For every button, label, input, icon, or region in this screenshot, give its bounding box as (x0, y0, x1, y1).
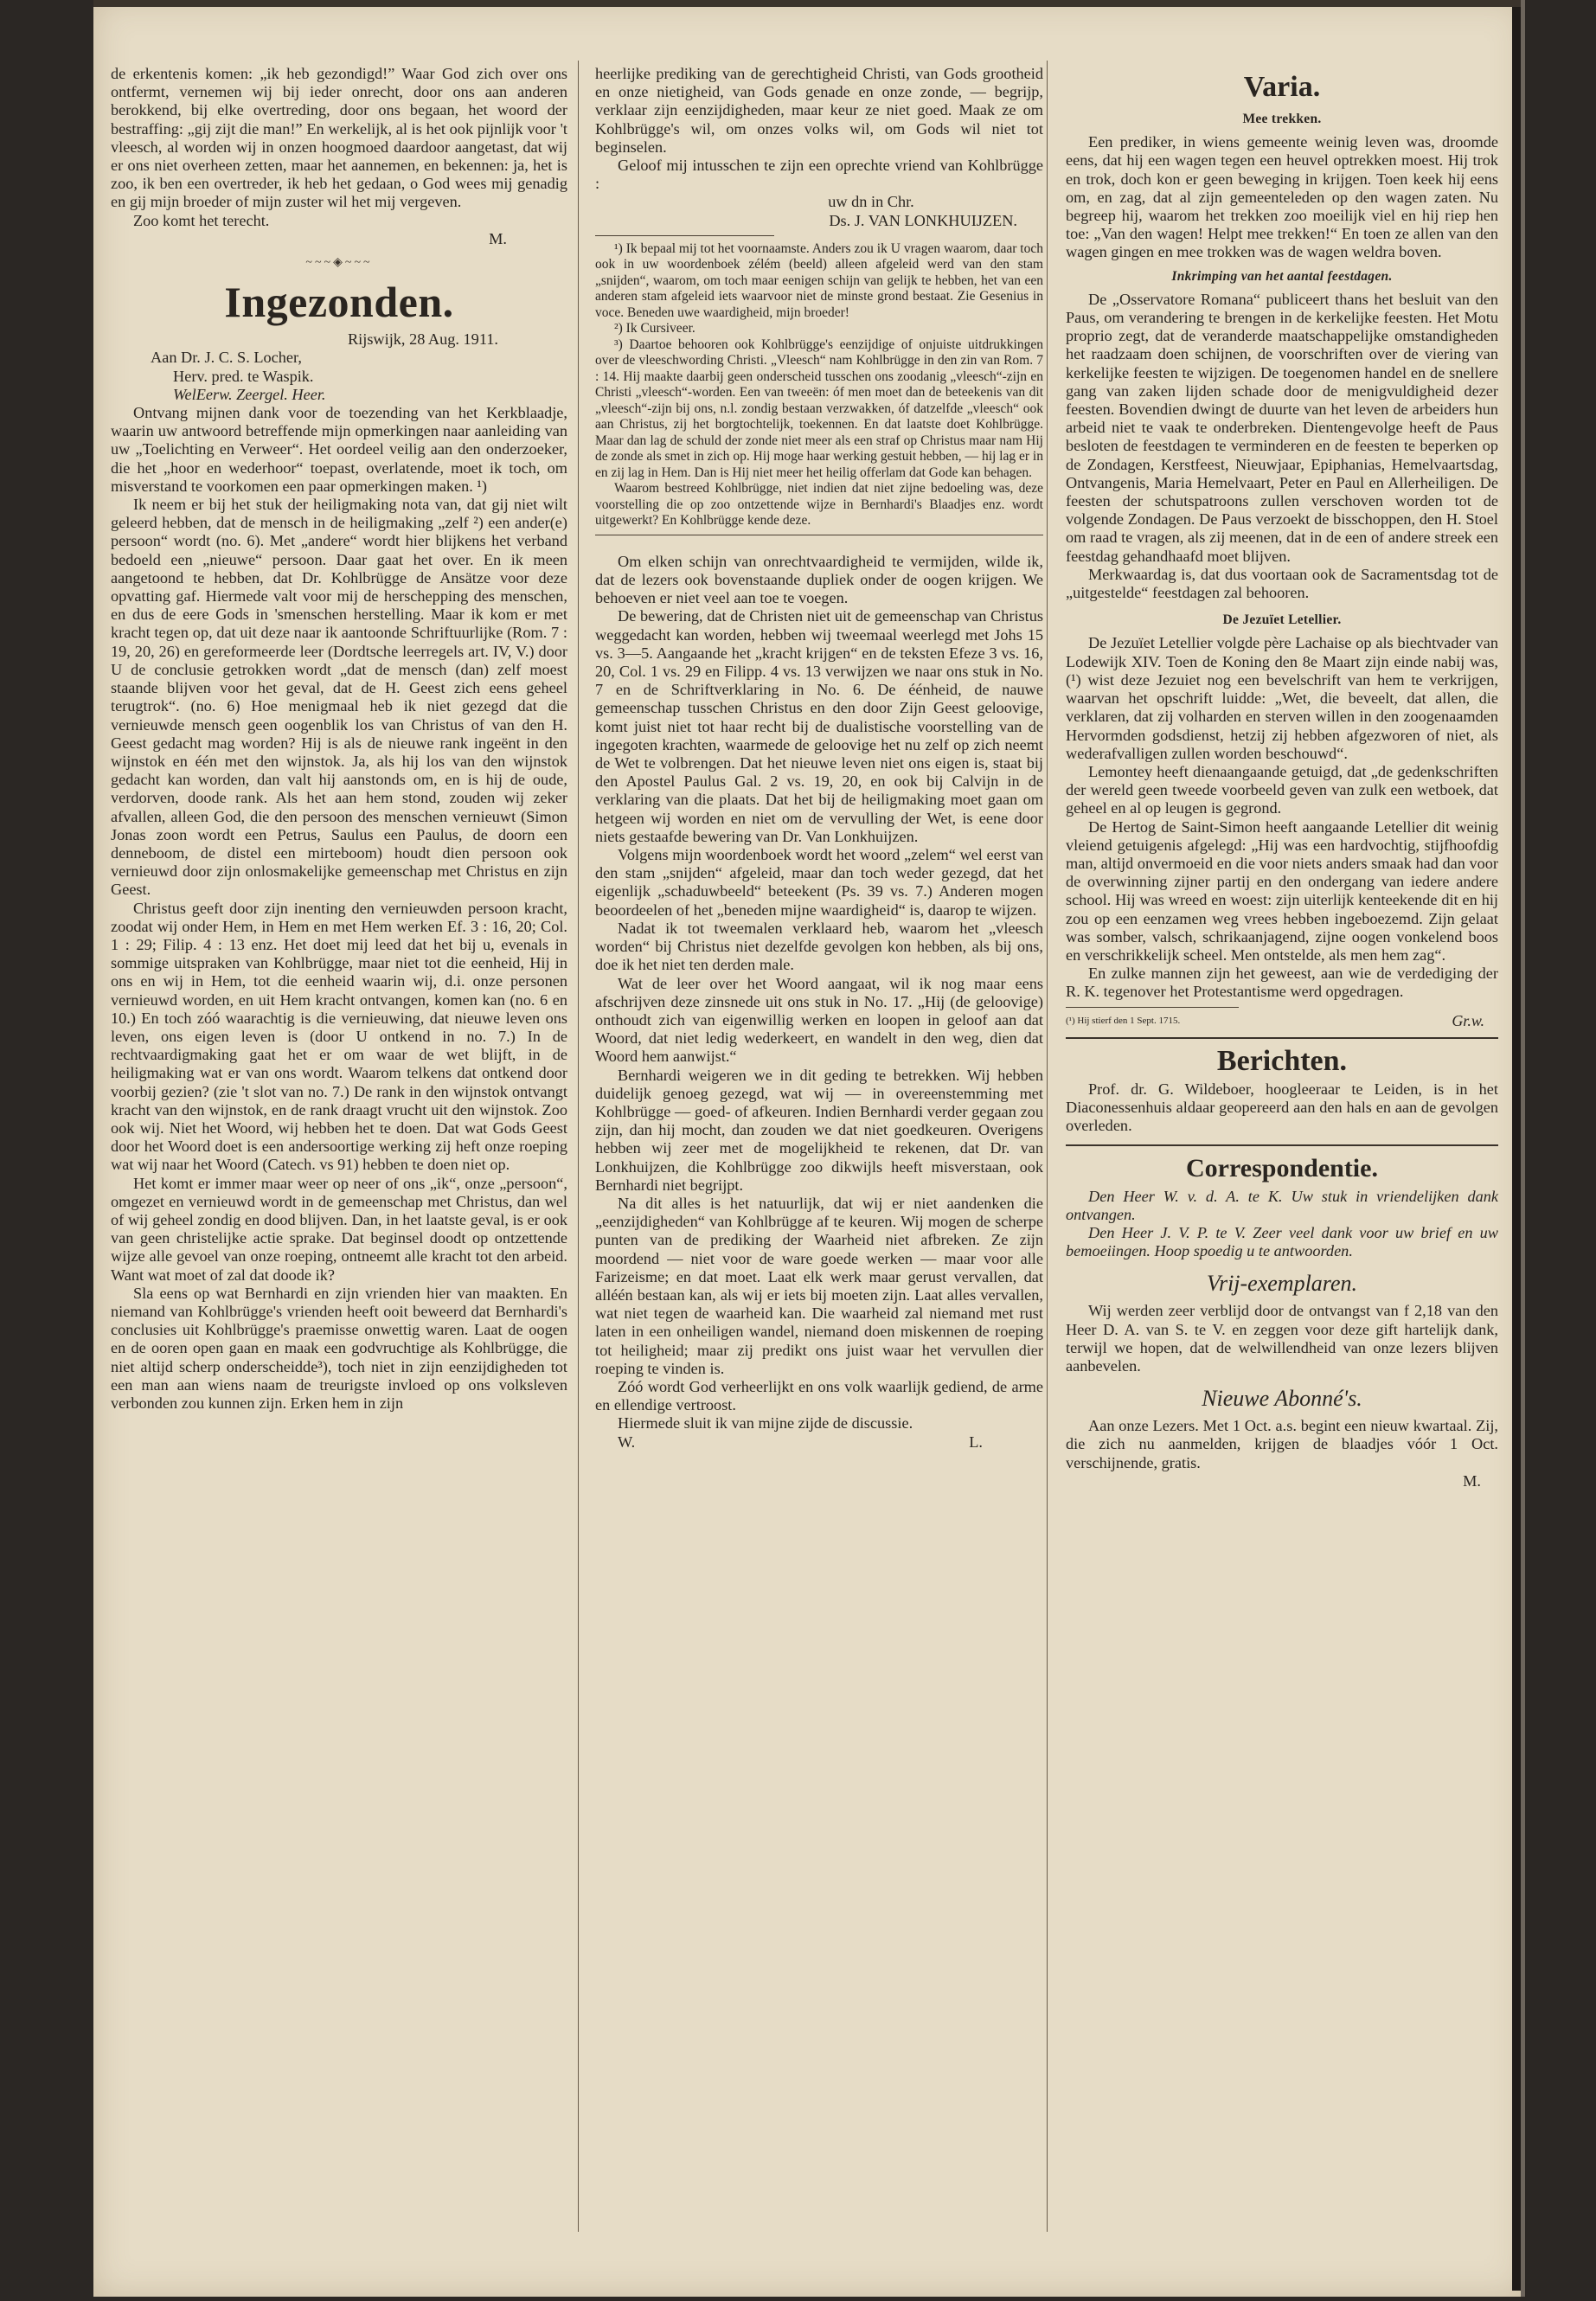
column-2 (595, 65, 1043, 1452)
column-rule-2 (1047, 61, 1048, 2232)
ornament-divider: ~~~◈~~~ (305, 256, 373, 270)
footnote (1066, 1013, 1498, 1029)
paragraph: Zóó wordt God verheerlijkt en ons volk waarlijk gediend, de arme en ellendige vertroost. (595, 1377, 1043, 1414)
signature: W. (618, 1433, 636, 1451)
section-heading-ingezonden: Ingezonden. (224, 278, 454, 327)
divider (1066, 1144, 1498, 1146)
paragraph: Zoo komt het terecht. (133, 211, 270, 229)
paragraph: Bernhardi weigeren we in dit geding te betrekken. Wij hebben duidelijk genoeg gezegd, wat wij — in overeenstemming met Kohlbrügge — goed- of afkeuren. Indien Bernhardi verder gegaan zou zijn, dan hij mocht, dan zouden we dat niet goedkeuren. Overigens hebben wij zeer met de mogelijkheid te rekenen, dat Dr. van Lonkhuijzen, die Kohlbrügge zoo dikwijls heeft misverstaan, ook Bernhardi niet begrijpt. (595, 1066, 1043, 1194)
column-1 (111, 65, 567, 1413)
section-heading-correspondentie: Correspondentie. (1186, 1153, 1378, 1183)
paragraph: Christus geeft door zijn inenting den vernieuwden persoon kracht, zoodat wij onder Hem, in Hem en met Hem werken Ef. 3 : 16, 20; Col. 1 : 29; Filip. 4 : 13 enz. Het doet mij leed dat het bij u, evenals in sommige uitspraken van Kohlbrügge, maar niet tot die eenheid, Hij in ons en wij in Hem, tot die eenheid waarin wij, d.i. onze personen vernieuwd worden, en uit Hem kracht ontvangen, komen kan (no. 6 en 10.) En toch zóó waarachtig is die vernieuwing, dat nieuwe leven ons leven, ons eigen leven is (door U ontkend in no. 7.) In de rechtvaardigmaking gaat het er om waar de wet blijft, in de heiligmaking wat er van ons wordt. Waarom telkens dat ontkend door voorbij gezien? (zie 't slot van no. 7.) De rank in den wijnstok ontvangt kracht van den wijnstok, en de rank draagt vrucht uit den wijnstok. Zoo ook wij. Niet het Woord, wij hebben het te doen. Dat wat Gods Geest door het Woord doet is een andersoortige werking zij heft onze roeping wat wij naar het Woord (Catech. vs 91) hebben te doen niet op. (111, 899, 567, 1174)
paragraph: De „Osservatore Romana“ publiceert thans het besluit van den Paus, om verandering te brengen in de kerkelijke feesten. Het Motu proprio zegt, dat de veranderde maatschappelijke omstandigheden het raadzaam doen schijnen, de voorschriften over de viering van kerkelijke feesten te wijzigen. De toegenomen handel en de snellere gang van zaken lijden schade door de menigvuldigheid dezer feesten. Bovendien dwingt de duurte van het leven de arbeiders hun arbeid niet te vaak te onderbreken. Dientengevolge heeft de Paus besloten de feestdagen te verminderen en de feesten te beperken op de Zondagen, Kerstfeest, Nieuwjaar, Epiphanias, Hemelvaartsdag, Ontvangenis, Maria Hemelvaart, Peter en Paul en Allerheiligen. De feesten der schutspatroons zullen verschoven worden tot de volgende Zondagen. De Paus verzoekt de bisschoppen, den H. Stoel om raad te vragen, als zij meenen, dat in de een of andere streek een feestdag gehandhaafd moet blijven. (1066, 290, 1498, 565)
paragraph: Merkwaardag is, dat dus voortaan ook de Sacramentsdag tot de „uitgestelde“ feestdagen zal behooren. (1066, 565, 1498, 602)
paragraph: de erkentenis komen: „ik heb gezondigd!” Waar God zich over ons ontfermt, vernemen wij bij ieder onrecht, door ons aan anderen berokkend, bij elke overtreding, door ons begaan, het woord der bestraffing: „gij zijt die man!” En werkelijk, al is het ook pijnlijk voor 't vleesch, al worden wij in onzen hoogmoed daardoor aangetast, dat wij er ons niet overheen zetten, maar het aannemen, en bekennen: ja, het is zoo, ik ben een overtreder, ik heb het gedaan, o God wees mij genadig en gij mijn broeder of mijn zuster wil het mij vergeven. (111, 65, 567, 211)
right-binding-rule (1512, 7, 1521, 2291)
column-rule-1 (578, 61, 579, 2232)
correspondence-item: Den Heer W. v. d. A. te K. Uw stuk in vriendelijken dank ontvangen. (1066, 1187, 1498, 1223)
paragraph: Ontvang mijnen dank voor de toezending van het Kerkblaadje, waarin uw antwoord betreffende mijn opmerkingen naar aanleiding van uw „Toelichting en Verweer“. Het oordeel veilig aan den onderzoeker, die het „hoor en wederhoor“ toepast, overlatende, moet ik toch, om misverstand te voorkomen een paar opmerkingen maken. ¹) (111, 404, 567, 495)
paragraph: En zulke mannen zijn het geweest, aan wie de verdediging der R. K. tegenover het Protestantisme werd opgedragen. (1066, 965, 1498, 1001)
signature-line (595, 1433, 1043, 1452)
paragraph: Geloof mij intusschen te zijn een oprechte vriend van Kohlbrügge : (595, 157, 1043, 193)
paragraph: Hiermede sluit ik van mijne zijde de discussie. (618, 1414, 913, 1433)
sub-heading: Inkrimping van het aantal feestdagen. (1171, 268, 1393, 284)
right-page-edge (1521, 0, 1525, 2297)
section-heading-nieuwe-abonnes: Nieuwe Abonné's. (1202, 1386, 1362, 1412)
paragraph: De Jezuïet Letellier volgde père Lachaise op als biechtvader van Lodewijk XIV. Toen de Koning den 8e Maart zijn einde nabij was,(¹) wist deze Jezuiet nog een bevelschrift van hem te verkrijgen, waarvan het opschrift luidde: „Wet, die beveelt, dat allen, die verklaren, dat zij volharden en sterven willen in den zoogenaamden Hervormden godsdienst, hetzij zij hebben afgezworen of niet, als wederafvalligen zullen worden beschouwd“. (1066, 634, 1498, 762)
paragraph: Nadat ik tot tweemalen verklaard heb, waarom het „vleesch worden“ bij Christus niet dezelfde gevolgen kon hebben, als bij ons, doe ik het niet ten derden male. (595, 919, 1043, 974)
paragraph: Wij werden zeer verblijd door de ontvangst van f 2,18 van den Heer D. A. van S. te V. en zeggen voor deze gift hartelijk dank, terwijl we hopen, dat de welwillendheid van onze lezers blijven aanbevelen. (1066, 1302, 1498, 1375)
signature: M. (489, 229, 507, 247)
footnote: Waarom bestreed Kohlbrügge, niet indien dat niet zijne bedoeling was, deze voorstelling die op zoo ontzettende wijze in Bernhardi's Blaadjes enz. wordt uitgewerkt? En Kohlbrügge kende deze. (595, 481, 1043, 529)
column-3 (1066, 65, 1498, 1490)
signature: M. (1463, 1471, 1481, 1490)
paragraph: Wat de leer over het Woord aangaat, wil ik nog maar eens afschrijven deze zinsnede uit ons stuk in No. 17. „Hij (de geloovige) onthoudt zich van eigenwillig werken en loopen in geloof aan dat Woord, dat niet ledig wederkeert, en wandelt in den weg, dien dat Woord hem aanwijst.“ (595, 974, 1043, 1066)
sub-heading: Mee trekken. (1242, 112, 1322, 126)
paragraph: De Hertog de Saint-Simon heeft aangaande Letellier dit weinig vleiend getuigenis afgelegd: „Hij was een hardvochtig, stijfhoofdig man, altijd onvermoeid en die voor niets anders smaak had dan voor de overwinning zijner partij en den ondergang van iedere andere school. Hij was wreed en woest: zijn uiterlijk kenteekende dit en hij zou op een eenzamen weg vrees hebben ingeboezemd. Zijn gelaat was somber, valsch, schrikaanjagend, zijne oogen vonkelend boos en verschrikkelijk scheel. Men ontstelde, als men hem zag“. (1066, 817, 1498, 964)
salutation: WelEerw. Zeergel. Heer. (173, 385, 326, 403)
paragraph: Na dit alles is het natuurlijk, dat wij er niet aandenken die „eenzijdigheden“ van Kohlbrügge af te keuren. Wij mogen de scherpe punten van de prediking der Waarheid niet afbreken. Ze zijn moordend — niet voor de ware goede werken — maar voor alle Farizeisme; en dat moet. Laat elk werk maar gerust vervallen, dat alléén bestaan kan, als wij er iets bij moeten zijn. Laat alles vervallen, wat niet tegen de waarheid kan. Die waarheid zal niemand met rust laten in een onheiligen wandel, niemand doen miskennen de roeping tot heiligheid; maar zij predikt ons juist waar het vervullen dier roeping te vinden is. (595, 1194, 1043, 1377)
footnote: ²) Ik Cursiveer. (614, 321, 695, 336)
paragraph: Ik neem er bij het stuk der heiligmaking nota van, dat gij niet wilt geleerd hebben, dat de mensch in de heiligmaking „zelf ²) een ander(e) persoon“ wordt (no. 6). Met „andere“ wordt hier blijkens het verband bedoeld een „nieuwe“ persoon. Daar gaat het over. En ik meen aangetoond te hebben, dat Dr. Kohlbrügge de Ansätze voor deze opvatting gaf. Hiermede valt voor mij de herschepping des menschen, en dus de eere Gods in 'smenschen herstelling. Maar ik kom er met kracht tegen op, dat uit deze naar ik aantoonde Schriftuurlijke (Rom. 7 : 19, 20, 26) en gereformeerde leer (Dordtsche leerregels art. IV, V.) door U de conclusie getrokken wordt „dat de mensch (dan) zelf moest staande blijven voor het geval, dat de H. Geest zich eens geheel terugtrok“. (no. 6) Hoe menigmaal heb ik niet gezegd dat die vernieuwde mensch geen oogenblik los van Christus of van den H. Geest gedacht mag worden? Hij is als de nieuwe rank ingeënt in den wijnstok en één met den wijnstok. Ja, als hij los van den wijnstok gedacht kan worden, dan valt hij aanstonds om, en is hij de oude, verdorven, doode rank. Als het aan hem stond, zouden wij zeker afvallen, alleen God, die den persoon des menschen vernieuwt (Simon Jonas zoon wordt een Petrus, Saulus een Paulus, de doorn een denneboom, de distel een mirteboom) houdt dien persoon ook vernieuwd door zijn onlosmakelijke gemeenschap met Christus en zijn Geest. (111, 496, 567, 899)
footnote-text: (¹) Hij stierf den 1 Sept. 1715. (1066, 1015, 1181, 1026)
footnote: ¹) Ik bepaal mij tot het voornaamste. Anders zou ik U vragen waarom, daar toch ook in uw woordenboek zélém (beeld) alleen afgeleid werd van den stam „snijden“, waarom, om toch maar eenigen schijn van gelijk te hebben, het van een anderen stam afgeleid iets waarvoor niet de minste grond bestaat. Zie Gesenius in voce. Beneden uwe waardigheid, mijn broeder! (595, 240, 1043, 320)
paragraph: Prof. dr. G. Wildeboer, hoogleeraar te Leiden, is in het Diaconessenhuis aldaar geopereerd aan den hals en aan de gevolgen overleden. (1066, 1080, 1498, 1135)
paragraph: Aan onze Lezers. Met 1 Oct. a.s. begint een nieuw kwartaal. Zij, die zich nu aanmelden, krijgen de blaadjes vóór 1 Oct. verschijnende, gratis. (1066, 1417, 1498, 1471)
signature: L. (969, 1433, 983, 1451)
signer: Ds. J. VAN LONKHUIJZEN. (829, 211, 1017, 229)
correspondence-item: Den Heer J. V. P. te V. Zeer veel dank voor uw brief en uw bemoeiingen. Hoop spoedig u te antwoorden. (1066, 1224, 1498, 1260)
section-heading-berichten: Berichten. (1216, 1045, 1348, 1078)
paragraph: Lemontey heeft dienaangaande getuigd, dat „de gedenkschriften der wereld geen tweede voorbeeld geven van zulk een wetboek, dat geheel en al op leugen is gegrond. (1066, 762, 1498, 817)
footnote: ³) Daartoe behooren ook Kohlbrügge's eenzijdige of onjuiste uitdrukkingen over de vleeschwording Christi. „Vleesch“ nam Kohlbrügge in den zin van Rom. 7 : 14. Hij maakte daarbij geen onderscheid tusschen ons zoodanig „vleesch“-zijn en Christi „vleesch“-worden. Een van tweeën: óf men moet dan de beteekenis van dit „vleesch“-zijn bij ons, n.l. zondig bestaan verzwakken, óf datzelfde „vleesch“ ook aan Christus, zij het borgtochtelijk, toekennen. En dat laatste doet Kohlbrügge. Maar dan lag de schuld der zonde niet meer als een straf op Christus maar nam Hij de zonde als smet in zich op. Hij moge haar werking gestuit hebben, — hij lag er in en zij lag in Hem. Dan is Hij niet meer het heilig offerlam dat Gode kan behagen. (595, 336, 1043, 480)
footnotes (595, 241, 1043, 529)
divider (1066, 1037, 1498, 1039)
section-heading-varia: Varia. (1243, 71, 1321, 103)
dateline: Rijswijk, 28 Aug. 1911. (347, 330, 498, 349)
paragraph: Een prediker, in wiens gemeente weinig leven was, droomde eens, dat hij een wagen tegen een heuvel optrekken moest. Hij trok en trok, doch kon er geen beweging in krijgen. Toen keek hij eens om, en zag, dat al zijn gemeenteleden op den wagen zaten. Nu begreep hij, waarom het trekken zoo moeilijk viel en hij riep hen toe: „Van den wagen! Helpt mee trekken!“ En toen ze allen van den wagen gingen en mee trokken was de wagen weldra boven. (1066, 133, 1498, 261)
paragraph: Het komt er immer maar weer op neer of ons „ik“, onze „persoon“, omgezet en vernieuwd wordt in de gemeenschap met Christus, dan wel of wij geheel zondig en dood blijven. Dan, in het laatste geval, is er ook van geen christelijke actie sprake. Dat beginsel doodt op ontzettende wijze alle gevoel van onze roeping, ontneemt alle kracht tot den arbeid. Want wat moet of zal dat doode ik? (111, 1174, 567, 1284)
section-heading-vrij-exemplaren: Vrij-exemplaren. (1207, 1271, 1357, 1297)
signature: Gr.w. (1452, 1011, 1484, 1029)
closing: uw dn in Chr. (828, 193, 914, 211)
paragraph: heerlijke prediking van de gerechtigheid Christi, van Gods grootheid en onze nietigheid, van Gods genade en onze zonde, — begrijp, verklaar zijn eenzijdigheden, maar keur ze niet goed. Maak ze om Kohlbrügge's wil, om onzes volks wil, om Gods wil niet tot beginselen. (595, 65, 1043, 156)
footnote-rule (1066, 1007, 1239, 1008)
paragraph: Volgens mijn woordenboek wordt het woord „zelem“ wel eerst van den stam „snijden“ afgeleid, maar dan toch weder gezegd, dat het eigenlijk „schaduwbeeld“ beteekent (Ps. 39 vs. 7.) Anderen mogen beoordeelen of het „beneden mijne waardigheid“ is, daarop te wijzen. (595, 846, 1043, 919)
sub-heading: De Jezuïet Letellier. (1222, 612, 1342, 628)
address-line: Aan Dr. J. C. S. Locher, (151, 349, 302, 367)
address-line: Herv. pred. te Waspik. (173, 367, 314, 385)
paragraph: Sla eens op wat Bernhardi en zijn vrienden hier van maakten. En niemand van Kohlbrügge's vrienden heeft ooit beweerd dat Bernhardi's conclusies uit Kohlbrügge's praemisse onwettig waren. Laat de oogen en de ooren open gaan en maak een godvruchtige als Kohlbrügge, die niet altijd scherp onderscheidde³), toch niet in zijn eenzijdigheden tot een man aan wiens naam de treurigste invloed op ons volksleven verbonden zou kunnen zijn. Erken hem in zijn (111, 1284, 567, 1413)
top-border (93, 0, 1525, 7)
paragraph: De bewering, dat de Christen niet uit de gemeenschap van Christus weggedacht kan worden, hebben wij tweemaal weerlegd met Johs 15 vs. 3—5. Aangaande het „kracht krijgen“ en de teksten Efeze 3 vs. 16, 20, Col. 1 vs. 29 en Filipp. 4 vs. 13 verwijzen we naar ons stuk in No. 7 en de Schriftverklaring in No. 6. De éénheid, de nauwe gemeenschap tusschen Christus en den door Zijn Geest geloovige, komt juist niet tot haar recht bij de dualistische voorstelling van de ingegoten krachten, waarmede de geloovige het nu zelf op zich neemt de Wet te volbrengen. Dat het nieuwe leven niet ons eigen is, staat bij den Apostel Paulus Gal. 2 vs. 19, 20, en ook bij Calvijn in de verklaring van die plaats. Dat het bij de heiligmaking moet gaan om hetgeen wij worden en niet om de vervulling der Wet, is eene door niets gestaafde bewering van Dr. Van Lonkhuijzen. (595, 607, 1043, 845)
paragraph: Om elken schijn van onrechtvaardigheid te vermijden, wilde ik, dat de lezers ook bovenstaande dupliek onder de oogen krijgen. We behoeven er niet veel aan toe te voegen. (595, 552, 1043, 607)
footnote-rule (595, 235, 774, 236)
